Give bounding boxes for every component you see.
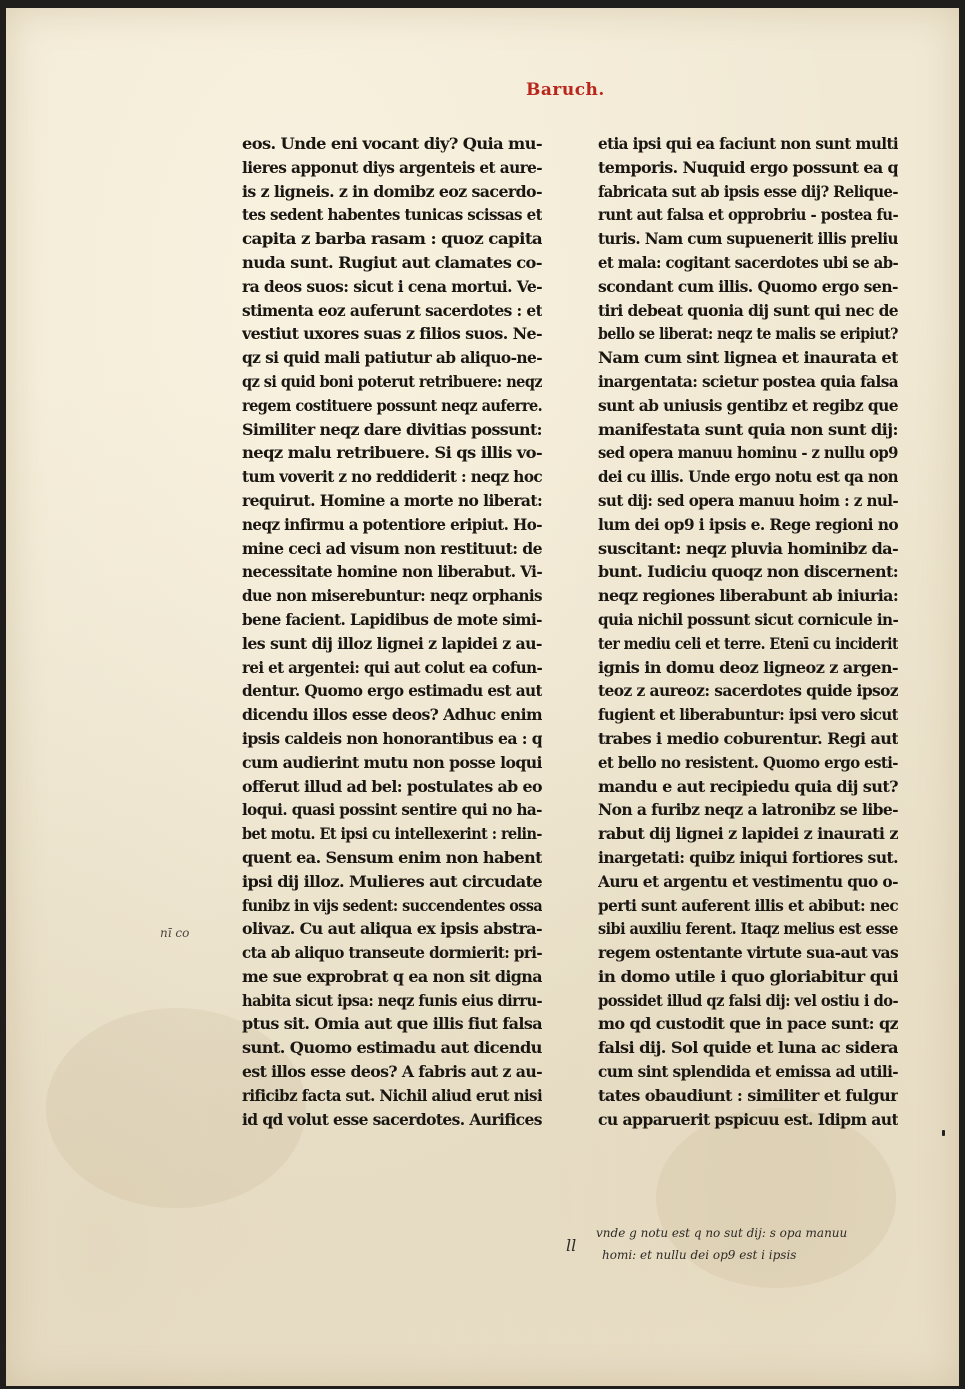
text-line: les sunt dij illoz lignei z lapidei z au- bbox=[242, 633, 542, 653]
text-line: stimenta eoz auferunt sacerdotes : et bbox=[242, 300, 542, 320]
text-line: turis. Nam cum supuenerit illis preliu bbox=[598, 229, 898, 249]
text-line: runt aut falsa et opprobriu - postea fu- bbox=[598, 205, 898, 225]
text-line: scondant cum illis. Quomo ergo sen- bbox=[598, 276, 898, 296]
text-line: bunt. Iudiciu quoqz non discernent: bbox=[598, 562, 898, 582]
left-margin-note: nī co bbox=[160, 926, 190, 940]
text-line: vestiut uxores suas z filios suos. Ne- bbox=[242, 324, 542, 344]
text-line: ipsis caldeis non honorantibus ea : q bbox=[242, 728, 542, 748]
text-line: mine ceci ad visum non restituut: de bbox=[242, 538, 542, 558]
text-line: cta ab aliquo transeute dormierit: pri- bbox=[242, 943, 542, 963]
text-line: funibz in vijs sedent: succendentes ossa bbox=[242, 895, 542, 915]
text-line: me sue exprobrat q ea non sit digna bbox=[242, 966, 542, 986]
text-line: due non miserebuntur: neqz orphanis bbox=[242, 586, 542, 606]
text-line: inargetati: quibz iniqui fortiores sut. bbox=[598, 847, 898, 867]
ink-speck bbox=[942, 1130, 945, 1136]
text-line: bene facient. Lapidibus de mote simi- bbox=[242, 609, 542, 629]
text-line: cu apparuerit pspicuu est. Idipm aut bbox=[598, 1109, 898, 1129]
text-line: tates obaudiunt : similiter et fulgur bbox=[598, 1085, 898, 1105]
text-line: Auru et argentu et vestimentu quo o- bbox=[598, 871, 898, 891]
text-line: et bello no resistent. Quomo ergo esti- bbox=[598, 752, 898, 772]
text-line: possidet illud qz falsi dij: vel ostiu i do- bbox=[598, 990, 898, 1010]
text-line: qz si quid mali patiutur ab aliquo-ne- bbox=[242, 348, 542, 368]
text-line: is z ligneis. z in domibz eoz sacerdo- bbox=[242, 181, 542, 201]
text-line: suscitant: neqz pluvia hominibz da- bbox=[598, 538, 898, 558]
text-line: mandu e aut recipiedu quia dij sut? bbox=[598, 776, 898, 796]
text-line: regem ostentante virtute sua-aut vas bbox=[598, 943, 898, 963]
text-line: temporis. Nuquid ergo possunt ea q bbox=[598, 157, 898, 177]
right-text-column bbox=[598, 132, 898, 1131]
text-line: est illos esse deos? A fabris aut z au- bbox=[242, 1062, 542, 1082]
text-line: tiri debeat quonia dij sunt qui nec de bbox=[598, 300, 898, 320]
text-line: sed opera manuu hominu - z nullu op9 bbox=[598, 443, 898, 463]
annotation-mark: ll bbox=[566, 1236, 577, 1255]
text-line: sut dij: sed opera manuu hoim : z nul- bbox=[598, 490, 898, 510]
annotation-line-2: homi: et nullu dei op9 est i ipsis bbox=[602, 1248, 797, 1262]
text-line: dei cu illis. Unde ergo notu est qa non bbox=[598, 467, 898, 487]
text-line: fugient et liberabuntur: ipsi vero sicut bbox=[598, 705, 898, 725]
manuscript-page bbox=[6, 8, 959, 1386]
text-line: olivaz. Cu aut aliqua ex ipsis abstra- bbox=[242, 919, 542, 939]
text-line: ra deos suos: sicut i cena mortui. Ve- bbox=[242, 276, 542, 296]
text-line: capita z barba rasam : quoz capita bbox=[242, 229, 542, 249]
text-line: lum dei op9 i ipsis e. Rege regioni no bbox=[598, 514, 898, 534]
text-line: tum voverit z no reddiderit : neqz hoc bbox=[242, 467, 542, 487]
text-line: quent ea. Sensum enim non habent bbox=[242, 847, 542, 867]
text-line: tes sedent habentes tunicas scissas et bbox=[242, 205, 542, 225]
text-line: id qd volut esse sacerdotes. Aurifices bbox=[242, 1109, 542, 1129]
text-line: bello se liberat: neqz te malis se eripiut? bbox=[598, 324, 898, 344]
text-line: manifestata sunt quia non sunt dij: bbox=[598, 419, 898, 439]
text-line: requirut. Homine a morte no liberat: bbox=[242, 490, 542, 510]
text-line: rei et argentei: qui aut colut ea cofun- bbox=[242, 657, 542, 677]
text-line: etia ipsi qui ea faciunt non sunt multi bbox=[598, 134, 898, 153]
left-text-column bbox=[242, 132, 542, 1131]
text-line: lieres apponut diys argenteis et aure- bbox=[242, 157, 542, 177]
text-line: et mala: cogitant sacerdotes ubi se ab- bbox=[598, 252, 898, 272]
text-line: sibi auxiliu ferent. Itaqz melius est esse bbox=[598, 919, 898, 939]
text-line: ignis in domu deoz ligneoz z argen- bbox=[598, 657, 898, 677]
text-line: neqz infirmu a potentiore eripiut. Ho- bbox=[242, 514, 542, 534]
text-line: trabes i medio coburentur. Regi aut bbox=[598, 728, 898, 748]
annotation-line-1: vnde g notu est q no sut dij: s opa manuu bbox=[596, 1226, 848, 1240]
text-line: in domo utile i quo gloriabitur qui bbox=[598, 966, 898, 986]
text-line: Nam cum sint lignea et inaurata et bbox=[598, 348, 898, 368]
text-line: regem costituere possunt neqz auferre. bbox=[242, 395, 542, 415]
text-line: rabut dij lignei z lapidei z inaurati z bbox=[598, 824, 898, 844]
handwritten-annotation bbox=[566, 1222, 926, 1266]
text-line: perti sunt auferent illis et abibut: nec bbox=[598, 895, 898, 915]
text-line: habita sicut ipsa: neqz funis eius dirru- bbox=[242, 990, 542, 1010]
text-line: sunt ab uniusis gentibz et regibz que bbox=[598, 395, 898, 415]
text-line: quia nichil possunt sicut cornicule in- bbox=[598, 609, 898, 629]
text-line: necessitate homine non liberabut. Vi- bbox=[242, 562, 542, 582]
text-line: cum sint splendida et emissa ad utili- bbox=[598, 1062, 898, 1082]
text-line: mo qd custodit que in pace sunt: qz bbox=[598, 1014, 898, 1034]
text-line: Non a furibz neqz a latronibz se libe- bbox=[598, 800, 898, 820]
text-line: sunt. Quomo estimadu aut dicendu bbox=[242, 1038, 542, 1058]
text-line: neqz malu retribuere. Si qs illis vo- bbox=[242, 443, 542, 463]
text-line: dentur. Quomo ergo estimadu est aut bbox=[242, 681, 542, 701]
text-line: cum audierint mutu non posse loqui bbox=[242, 752, 542, 772]
text-line: ter mediu celi et terre. Etenī cu inciderit bbox=[598, 633, 898, 653]
text-line: fabricata sut ab ipsis esse dij? Relique- bbox=[598, 181, 898, 201]
text-line: teoz z aureoz: sacerdotes quide ipsoz bbox=[598, 681, 898, 701]
text-line: bet motu. Et ipsi cu intellexerint : relin- bbox=[242, 824, 542, 844]
text-line: qz si quid boni poterut retribuere: neqz bbox=[242, 371, 542, 391]
text-line: neqz regiones liberabunt ab iniuria: bbox=[598, 586, 898, 606]
text-line: inargentata: scietur postea quia falsa bbox=[598, 371, 898, 391]
text-line: offerut illud ad bel: postulates ab eo bbox=[242, 776, 542, 796]
text-line: nuda sunt. Rugiut aut clamates co- bbox=[242, 252, 542, 272]
text-line: rificibz facta sut. Nichil aliud erut nisi bbox=[242, 1085, 542, 1105]
text-line: loqui. quasi possint sentire qui no ha- bbox=[242, 800, 542, 820]
text-line: Similiter neqz dare divitias possunt: bbox=[242, 419, 542, 439]
running-head: Baruch. bbox=[526, 80, 605, 100]
text-line: ptus sit. Omia aut que illis fiut falsa bbox=[242, 1014, 542, 1034]
text-line: falsi dij. Sol quide et luna ac sidera bbox=[598, 1038, 898, 1058]
text-line: dicendu illos esse deos? Adhuc enim bbox=[242, 705, 542, 725]
text-line: eos. Unde eni vocant diy? Quia mu- bbox=[242, 134, 542, 153]
text-line: ipsi dij illoz. Mulieres aut circudate bbox=[242, 871, 542, 891]
